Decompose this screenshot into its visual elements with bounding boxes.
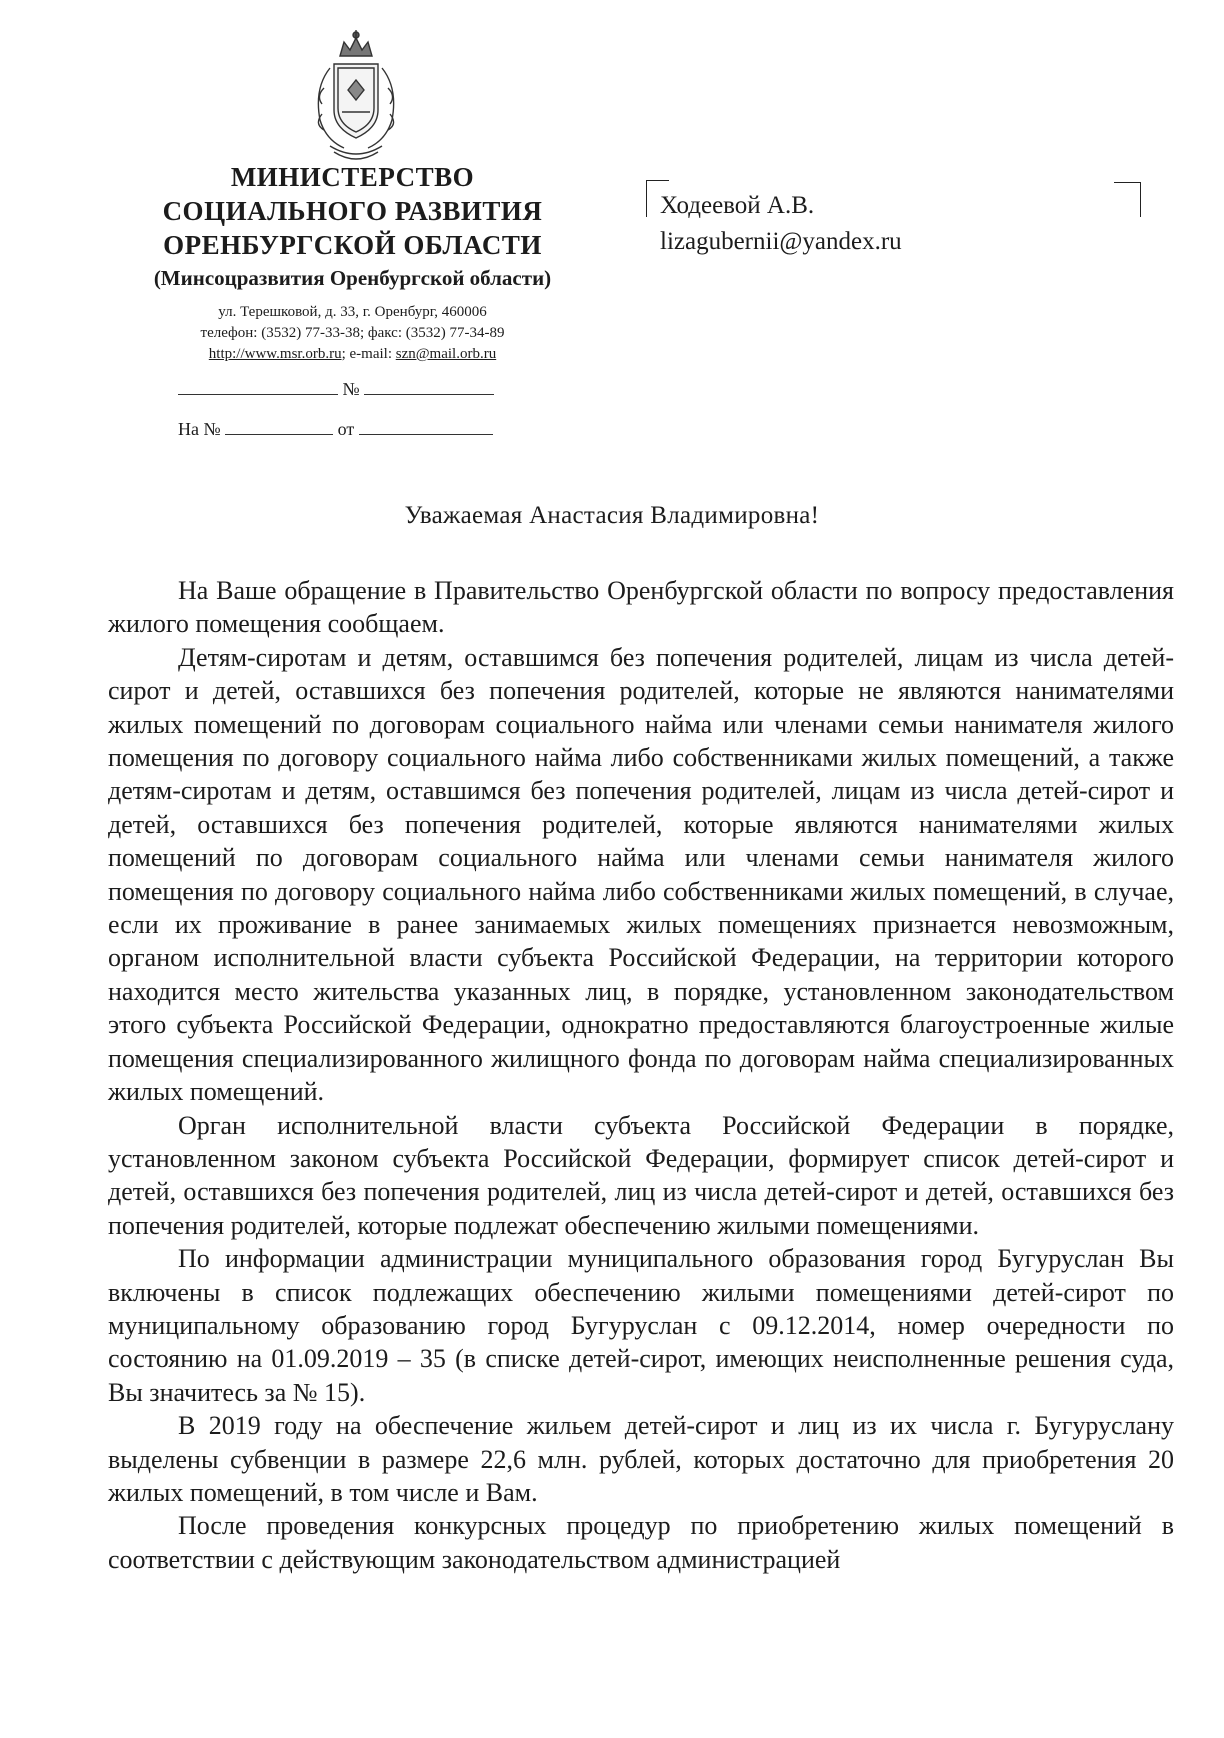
paragraph: Орган исполнительной власти субъекта Российской Федерации в порядке, установленном законом субъекта Российской Федерации, формирует список детей-сирот и детей, оставшихся без попечения родителей, лиц из числа детей-сирот и детей, оставшихся без попечения родителей, которые подлежат обеспечению жилыми помещениями. bbox=[108, 1110, 1174, 1240]
address-bracket-right bbox=[1114, 182, 1141, 217]
org-web-email: http://www.msr.orb.ru; e-mail: szn@mail.orb.ru bbox=[208, 346, 497, 362]
outgoing-date-blank bbox=[178, 378, 338, 395]
paragraph: Детям-сиротам и детям, оставшимся без попечения родителей, лицам из числа детей-сирот и детей, оставшихся без попечения родителей, которые не являются нанимателями жилых помещений по договорам социального найма или членами семьи нанимателя жилого помещения по договору социального найма либо собственниками жилых помещений, а также детям-сиротам и детям, оставшимся без попечения родителей, лицам из числа детей-сирот и детей, оставшихся без попечения родителей, которые являются нанимателями жилых помещений по договорам социального найма или членами семьи нанимателя жилого помещения по договору социального найма либо собственниками жилых помещений, в случае, если их проживание в ранее занимаемых жилых помещениях признается невозможным, органом исполнительной власти субъекта Российской Федерации, на территории которого находится место жительства указанных лиц, в порядке, установленном законодательством этого субъекта Российской Федерации, однократно предоставляются благоустроенные жилые помещения специализированного жилищного фонда по договорам найма специализированных жилых помещений. bbox=[108, 642, 1174, 1107]
email-label: e-mail: bbox=[349, 346, 392, 362]
org-short-name: (Минсоцразвития Оренбургской области) bbox=[153, 266, 552, 290]
addressee-name: Ходеевой А.В. bbox=[660, 192, 815, 219]
greeting: Уважаемая Анастасия Владимировна! bbox=[404, 502, 820, 529]
outgoing-number-blank bbox=[364, 378, 494, 395]
paragraph: После проведения конкурсных процедур по приобретению жилых помещений в соответствии с действующим законодательством администрацией bbox=[108, 1511, 1174, 1574]
letter-body bbox=[108, 574, 1174, 1576]
org-phones: телефон: (3532) 77-33-38; факс: (3532) 77-34-89 bbox=[200, 325, 505, 341]
paragraph: В 2019 году на обеспечение жильем детей-сирот и лиц из их числа г. Бугуруслану выделены субвенции в размере 22,6 млн. рублей, которых достаточно для приобретения 20 жилых помещений, в том числе и Вам. bbox=[108, 1411, 1174, 1507]
from-label: от bbox=[337, 419, 355, 439]
paragraph: По информации администрации муниципального образования город Бугуруслан Вы включены в список подлежащих обеспечению жилыми помещениями детей-сирот по муниципальному образованию город Бугуруслан с 09.12.2014, номер очередности по состоянию на 01.09.2019 – 35 (в списке детей-сирот, имеющих неисполненные решения суда, Вы значитесь за № 15). bbox=[108, 1244, 1174, 1407]
coat-of-arms-emblem bbox=[300, 28, 412, 166]
org-name-line-1: МИНИСТЕРСТВО bbox=[230, 162, 475, 192]
outgoing-number-line bbox=[178, 378, 494, 400]
in-reply-line bbox=[178, 418, 493, 440]
ministry-letterhead bbox=[100, 160, 605, 365]
number-sign: № bbox=[342, 379, 360, 399]
addressee-email: lizagubernii@yandex.ru bbox=[660, 228, 902, 255]
in-reply-date-blank bbox=[359, 418, 493, 435]
paragraph: На Ваше обращение в Правительство Оренбургской области по вопросу предоставления жилого помещения сообщаем. bbox=[108, 576, 1174, 639]
website-link[interactable]: http://www.msr.orb.ru bbox=[208, 346, 342, 362]
org-name-line-2: СОЦИАЛЬНОГО РАЗВИТИЯ bbox=[162, 196, 543, 226]
addressee-block bbox=[660, 188, 902, 260]
in-reply-label: На № bbox=[178, 419, 221, 439]
org-contacts bbox=[100, 302, 605, 365]
org-address: ул. Терешковой, д. 33, г. Оренбург, 460006 bbox=[218, 304, 487, 320]
email-link[interactable]: szn@mail.orb.ru bbox=[395, 346, 497, 362]
org-name-line-3: ОРЕНБУРГСКОЙ ОБЛАСТИ bbox=[163, 230, 542, 260]
in-reply-number-blank bbox=[225, 418, 333, 435]
